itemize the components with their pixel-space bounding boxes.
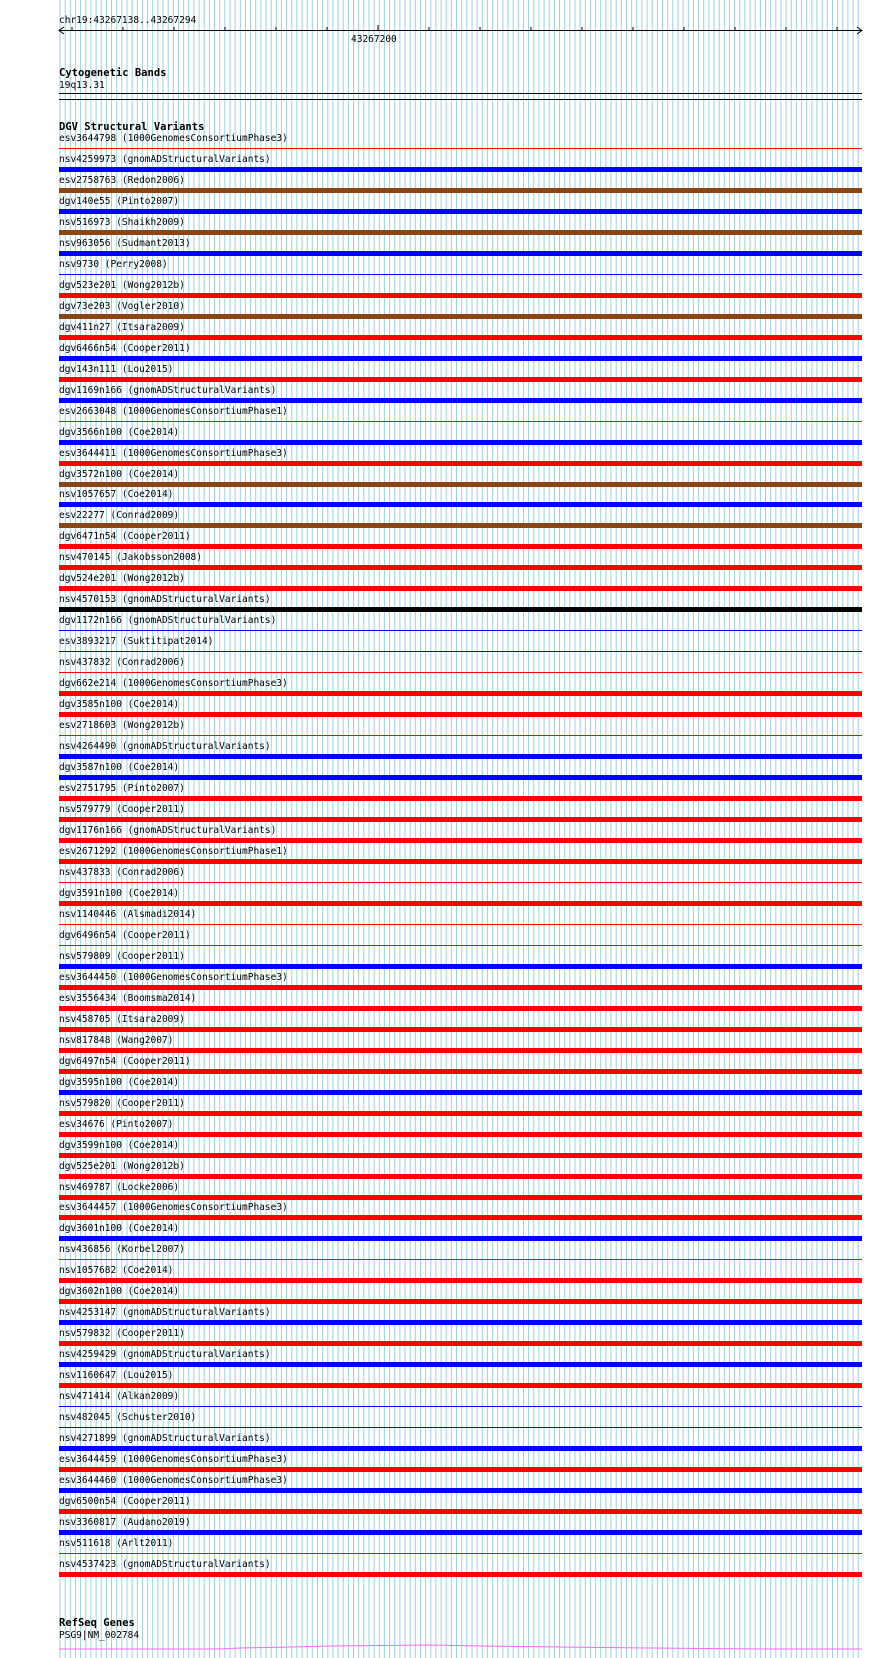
dgv-feature-label: nsv437833 (Conrad2006): [59, 866, 185, 878]
dgv-feature-bar[interactable]: [59, 796, 862, 801]
dgv-feature-label: dgv3572n100 (Coe2014): [59, 468, 180, 480]
dgv-feature-label: nsv1140446 (Alsmadi2014): [59, 908, 197, 920]
dgv-feature-bar[interactable]: [59, 754, 862, 759]
dgv-feature-label: nsv817848 (Wang2007): [59, 1034, 174, 1046]
dgv-feature-row[interactable]: [0, 1559, 890, 1580]
dgv-feature-bar[interactable]: [59, 1299, 862, 1304]
dgv-feature-label: nsv4271899 (gnomADStructuralVariants): [59, 1433, 271, 1445]
ruler-tick-label: 43267200: [351, 34, 397, 45]
dgv-feature-bar[interactable]: [59, 148, 862, 149]
dgv-feature-bar[interactable]: [59, 335, 862, 340]
dgv-feature-bar[interactable]: [59, 1048, 862, 1053]
dgv-feature-bar[interactable]: [59, 502, 862, 507]
dgv-feature-row[interactable]: [0, 909, 890, 930]
dgv-feature-bar[interactable]: [59, 775, 862, 780]
dgv-feature-row[interactable]: [0, 1119, 890, 1140]
dgv-feature-row[interactable]: [0, 1056, 890, 1077]
dgv-feature-row[interactable]: [0, 573, 890, 594]
dgv-feature-row[interactable]: [0, 720, 890, 741]
dgv-feature-label: dgv143n111 (Lou2015): [59, 363, 174, 375]
dgv-feature-bar[interactable]: [59, 882, 862, 883]
dgv-feature-label: dgv6466n54 (Cooper2011): [59, 342, 191, 354]
track-separator: [59, 99, 862, 100]
dgv-feature-label: nsv1057682 (Coe2014): [59, 1265, 174, 1277]
dgv-feature-label: nsv963056 (Sudmant2013): [59, 237, 191, 249]
dgv-feature-label: esv34676 (Pinto2007): [59, 1118, 174, 1130]
dgv-feature-bar[interactable]: [59, 356, 862, 361]
dgv-feature-row[interactable]: [0, 427, 890, 448]
dgv-feature-bar[interactable]: [59, 1259, 862, 1260]
dgv-feature-bar[interactable]: [59, 1111, 862, 1116]
dgv-feature-bar[interactable]: [59, 544, 862, 549]
dgv-feature-bar[interactable]: [59, 1530, 862, 1535]
dgv-feature-row[interactable]: [0, 154, 890, 175]
dgv-feature-label: esv2663048 (1000GenomesConsortiumPhase1): [59, 405, 288, 417]
dgv-feature-bar[interactable]: [59, 1090, 862, 1095]
refseq-gene-line: [59, 1645, 862, 1649]
dgv-feature-bar[interactable]: [59, 230, 862, 235]
dgv-feature-row[interactable]: [0, 657, 890, 678]
dgv-feature-row[interactable]: [0, 510, 890, 531]
dgv-feature-bar[interactable]: [59, 1362, 862, 1367]
dgv-feature-row[interactable]: [0, 636, 890, 657]
dgv-feature-bar[interactable]: [59, 1467, 862, 1472]
dgv-feature-bar[interactable]: [59, 838, 862, 843]
dgv-feature-bar[interactable]: [59, 1236, 862, 1241]
dgv-feature-row[interactable]: [0, 1244, 890, 1265]
refseq-gene-label: PSG9|NM_002784: [59, 1630, 140, 1641]
dgv-feature-row[interactable]: [0, 699, 890, 720]
dgv-feature-row[interactable]: [0, 930, 890, 951]
dgv-feature-row[interactable]: [0, 1014, 890, 1035]
refseq-gene-feature[interactable]: [0, 1642, 890, 1652]
dgv-feature-row[interactable]: [0, 1182, 890, 1203]
dgv-feature-label: dgv524e201 (Wong2012b): [59, 573, 185, 585]
dgv-feature-row[interactable]: [0, 489, 890, 510]
dgv-feature-bar[interactable]: [59, 167, 862, 172]
dgv-feature-row[interactable]: [0, 280, 890, 301]
dgv-feature-bar[interactable]: [59, 1383, 862, 1388]
dgv-feature-row[interactable]: [0, 1517, 890, 1538]
dgv-feature-bar[interactable]: [59, 1132, 862, 1137]
dgv-feature-label: dgv6496n54 (Cooper2011): [59, 929, 191, 941]
dgv-feature-row[interactable]: [0, 1328, 890, 1349]
dgv-feature-row[interactable]: [0, 531, 890, 552]
dgv-feature-row[interactable]: [0, 217, 890, 238]
dgv-feature-row[interactable]: [0, 1433, 890, 1454]
dgv-feature-bar[interactable]: [59, 1006, 862, 1011]
dgv-feature-row[interactable]: [0, 1202, 890, 1223]
dgv-feature-bar[interactable]: [59, 565, 862, 570]
dgv-feature-row[interactable]: [0, 301, 890, 322]
dgv-feature-bar[interactable]: [59, 1069, 862, 1074]
dgv-feature-label: dgv3587n100 (Coe2014): [59, 762, 180, 774]
dgv-feature-row[interactable]: [0, 1035, 890, 1056]
dgv-feature-label: nsv482045 (Schuster2010): [59, 1412, 197, 1424]
dgv-feature-label: nsv4264490 (gnomADStructuralVariants): [59, 741, 271, 753]
dgv-feature-bar[interactable]: [59, 377, 862, 382]
dgv-feature-label: nsv4537423 (gnomADStructuralVariants): [59, 1558, 271, 1570]
dgv-feature-row[interactable]: [0, 1140, 890, 1161]
dgv-feature-row[interactable]: [0, 1223, 890, 1244]
dgv-feature-bar[interactable]: [59, 1153, 862, 1158]
dgv-feature-bar[interactable]: [59, 461, 862, 466]
dgv-feature-label: nsv437832 (Conrad2006): [59, 657, 185, 669]
dgv-feature-label: esv3644459 (1000GenomesConsortiumPhase3): [59, 1454, 288, 1466]
dgv-feature-row[interactable]: [0, 552, 890, 573]
dgv-feature-row[interactable]: [0, 888, 890, 909]
dgv-feature-row[interactable]: [0, 1286, 890, 1307]
dgv-feature-row[interactable]: [0, 259, 890, 280]
cytoband-bar[interactable]: [59, 93, 862, 94]
dgv-feature-row[interactable]: [0, 1412, 890, 1433]
dgv-feature-label: nsv511618 (Arlt2011): [59, 1537, 174, 1549]
dgv-feature-row[interactable]: [0, 951, 890, 972]
dgv-feature-bar[interactable]: [59, 1446, 862, 1451]
dgv-feature-label: nsv1057657 (Coe2014): [59, 489, 174, 501]
dgv-feature-row[interactable]: [0, 846, 890, 867]
dgv-feature-bar[interactable]: [59, 1174, 862, 1179]
dgv-feature-row[interactable]: [0, 1538, 890, 1559]
dgv-feature-row[interactable]: [0, 1370, 890, 1391]
dgv-feature-label: nsv470145 (Jakobsson2008): [59, 552, 202, 564]
dgv-feature-label: nsv9730 (Perry2008): [59, 258, 168, 270]
dgv-feature-label: nsv471414 (Alkan2009): [59, 1391, 180, 1403]
dgv-feature-label: nsv4253147 (gnomADStructuralVariants): [59, 1307, 271, 1319]
ruler-range-label: chr19:43267138..43267294: [59, 15, 197, 26]
dgv-feature-label: dgv3601n100 (Coe2014): [59, 1223, 180, 1235]
dgv-feature-label: dgv6497n54 (Cooper2011): [59, 1055, 191, 1067]
dgv-feature-bar[interactable]: [59, 274, 862, 275]
dgv-feature-label: nsv579832 (Cooper2011): [59, 1328, 185, 1340]
dgv-feature-row[interactable]: [0, 238, 890, 259]
dgv-feature-label: esv3644411 (1000GenomesConsortiumPhase3): [59, 447, 288, 459]
dgv-feature-bar[interactable]: [59, 482, 862, 487]
dgv-feature-label: dgv3591n100 (Coe2014): [59, 887, 180, 899]
dgv-feature-bar[interactable]: [59, 691, 862, 696]
dgv-feature-row[interactable]: [0, 678, 890, 699]
dgv-feature-label: dgv1176n166 (gnomADStructuralVariants): [59, 825, 277, 836]
dgv-feature-bar[interactable]: [59, 1509, 862, 1514]
ruler-axis: [0, 24, 890, 44]
dgv-feature-row[interactable]: [0, 1307, 890, 1328]
dgv-feature-label: esv2758763 (Redon2006): [59, 174, 185, 186]
dgv-feature-label: esv2718603 (Wong2012b): [59, 720, 185, 732]
dgv-feature-label: dgv525e201 (Wong2012b): [59, 1160, 185, 1172]
dgv-feature-label: dgv140e55 (Pinto2007): [59, 195, 180, 207]
dgv-feature-row[interactable]: [0, 1265, 890, 1286]
dgv-feature-bar[interactable]: [59, 1320, 862, 1325]
dgv-feature-row[interactable]: [0, 175, 890, 196]
dgv-track-title: DGV Structural Variants: [59, 121, 205, 133]
dgv-feature-bar[interactable]: [59, 523, 862, 528]
dgv-feature-label: dgv411n27 (Itsara2009): [59, 321, 185, 333]
dgv-feature-bar[interactable]: [59, 901, 862, 906]
dgv-feature-bar[interactable]: [59, 672, 862, 673]
dgv-feature-label: nsv579779 (Cooper2011): [59, 804, 185, 816]
dgv-feature-row[interactable]: [0, 1454, 890, 1475]
dgv-feature-row[interactable]: [0, 1496, 890, 1517]
dgv-feature-bar[interactable]: [59, 1488, 862, 1493]
dgv-feature-row[interactable]: [0, 385, 890, 406]
dgv-feature-row[interactable]: [0, 867, 890, 888]
dgv-feature-bar[interactable]: [59, 421, 862, 422]
dgv-feature-label: dgv6471n54 (Cooper2011): [59, 531, 191, 543]
dgv-feature-label: esv3644457 (1000GenomesConsortiumPhase3): [59, 1202, 288, 1214]
dgv-feature-label: dgv523e201 (Wong2012b): [59, 279, 185, 291]
dgv-feature-label: dgv3566n100 (Coe2014): [59, 426, 180, 438]
dgv-feature-label: nsv469787 (Locke2006): [59, 1181, 180, 1193]
dgv-feature-bar[interactable]: [59, 817, 862, 822]
dgv-feature-row[interactable]: [0, 322, 890, 343]
dgv-feature-bar[interactable]: [59, 314, 862, 319]
dgv-feature-label: dgv662e214 (1000GenomesConsortiumPhase3): [59, 678, 288, 690]
dgv-feature-bar[interactable]: [59, 712, 862, 717]
dgv-feature-bar[interactable]: [59, 1027, 862, 1032]
dgv-feature-bar[interactable]: [59, 398, 862, 403]
cytoband-track-title: Cytogenetic Bands: [59, 67, 167, 79]
dgv-feature-bar[interactable]: [59, 945, 862, 946]
dgv-feature-row[interactable]: [0, 762, 890, 783]
dgv-feature-row[interactable]: [0, 364, 890, 385]
dgv-feature-bar[interactable]: [59, 630, 862, 631]
dgv-feature-row[interactable]: [0, 133, 890, 154]
dgv-feature-bar[interactable]: [59, 188, 862, 193]
refseq-track-title: RefSeq Genes: [59, 1617, 135, 1629]
dgv-feature-bar[interactable]: [59, 859, 862, 864]
dgv-feature-label: nsv4570153 (gnomADStructuralVariants): [59, 594, 271, 606]
dgv-feature-label: dgv3585n100 (Coe2014): [59, 699, 180, 711]
dgv-feature-bar[interactable]: [59, 1406, 862, 1407]
dgv-feature-row[interactable]: [0, 972, 890, 993]
dgv-feature-bar[interactable]: [59, 1553, 862, 1554]
dgv-feature-row[interactable]: [0, 594, 890, 615]
dgv-feature-label: dgv73e203 (Vogler2010): [59, 300, 185, 312]
dgv-feature-bar[interactable]: [59, 1278, 862, 1283]
dgv-feature-bar[interactable]: [59, 985, 862, 990]
dgv-feature-bar[interactable]: [59, 586, 862, 591]
dgv-feature-bar[interactable]: [59, 440, 862, 445]
dgv-feature-label: esv3893217 (Suktitipat2014): [59, 636, 214, 648]
dgv-feature-label: esv22277 (Conrad2009): [59, 510, 180, 522]
dgv-feature-label: nsv3360817 (Audano2019): [59, 1517, 191, 1529]
dgv-feature-label: nsv579820 (Cooper2011): [59, 1097, 185, 1109]
dgv-feature-bar[interactable]: [59, 1427, 862, 1428]
cytoband-label: 19q13.31: [59, 80, 105, 91]
dgv-feature-label: nsv4259429 (gnomADStructuralVariants): [59, 1349, 271, 1361]
dgv-feature-row[interactable]: [0, 1098, 890, 1119]
dgv-feature-bar[interactable]: [59, 1341, 862, 1346]
dgv-feature-bar[interactable]: [59, 1195, 862, 1200]
dgv-feature-bar[interactable]: [59, 293, 862, 298]
dgv-feature-label: dgv1172n166 (gnomADStructuralVariants): [59, 615, 277, 627]
dgv-feature-bar[interactable]: [59, 735, 862, 736]
dgv-feature-label: esv3556434 (Boomsma2014): [59, 992, 197, 1004]
dgv-feature-row[interactable]: [0, 406, 890, 427]
dgv-feature-label: nsv436856 (Korbel2007): [59, 1244, 185, 1256]
dgv-feature-label: nsv458705 (Itsara2009): [59, 1013, 185, 1025]
dgv-feature-row[interactable]: [0, 448, 890, 469]
dgv-feature-row[interactable]: [0, 804, 890, 825]
dgv-feature-row[interactable]: [0, 1475, 890, 1496]
dgv-feature-row[interactable]: [0, 825, 890, 846]
dgv-feature-label: nsv4259973 (gnomADStructuralVariants): [59, 153, 271, 165]
dgv-feature-bar[interactable]: [59, 924, 862, 925]
dgv-feature-label: dgv3595n100 (Coe2014): [59, 1076, 180, 1088]
dgv-feature-label: nsv1160647 (Lou2015): [59, 1370, 174, 1382]
dgv-feature-row[interactable]: [0, 469, 890, 490]
dgv-feature-row[interactable]: [0, 993, 890, 1014]
dgv-feature-label: esv2751795 (Pinto2007): [59, 783, 185, 795]
dgv-feature-row[interactable]: [0, 741, 890, 762]
dgv-feature-row[interactable]: [0, 343, 890, 364]
dgv-feature-row[interactable]: [0, 196, 890, 217]
dgv-feature-label: esv3644460 (1000GenomesConsortiumPhase3): [59, 1475, 288, 1487]
dgv-feature-label: nsv516973 (Shaikh2009): [59, 216, 185, 228]
dgv-feature-label: dgv3599n100 (Coe2014): [59, 1139, 180, 1151]
dgv-feature-label: esv3644798 (1000GenomesConsortiumPhase3): [59, 133, 288, 144]
dgv-feature-label: nsv579809 (Cooper2011): [59, 950, 185, 962]
dgv-feature-row[interactable]: [0, 1161, 890, 1182]
dgv-feature-row[interactable]: [0, 1391, 890, 1412]
dgv-feature-label: esv3644450 (1000GenomesConsortiumPhase3): [59, 971, 288, 983]
dgv-feature-row[interactable]: [0, 783, 890, 804]
dgv-feature-label: dgv3602n100 (Coe2014): [59, 1286, 180, 1298]
dgv-feature-bar[interactable]: [59, 651, 862, 652]
dgv-feature-label: dgv6500n54 (Cooper2011): [59, 1496, 191, 1508]
dgv-feature-bar[interactable]: [59, 251, 862, 256]
dgv-feature-bar[interactable]: [59, 1215, 862, 1220]
dgv-feature-row[interactable]: [0, 615, 890, 636]
dgv-feature-row[interactable]: [0, 1077, 890, 1098]
dgv-feature-bar[interactable]: [59, 607, 862, 612]
dgv-feature-label: dgv1169n166 (gnomADStructuralVariants): [59, 384, 277, 396]
dgv-feature-bar[interactable]: [59, 964, 862, 969]
dgv-feature-row[interactable]: [0, 1349, 890, 1370]
dgv-feature-label: esv2671292 (1000GenomesConsortiumPhase1): [59, 845, 288, 857]
dgv-feature-bar[interactable]: [59, 1572, 862, 1577]
dgv-feature-bar[interactable]: [59, 209, 862, 214]
